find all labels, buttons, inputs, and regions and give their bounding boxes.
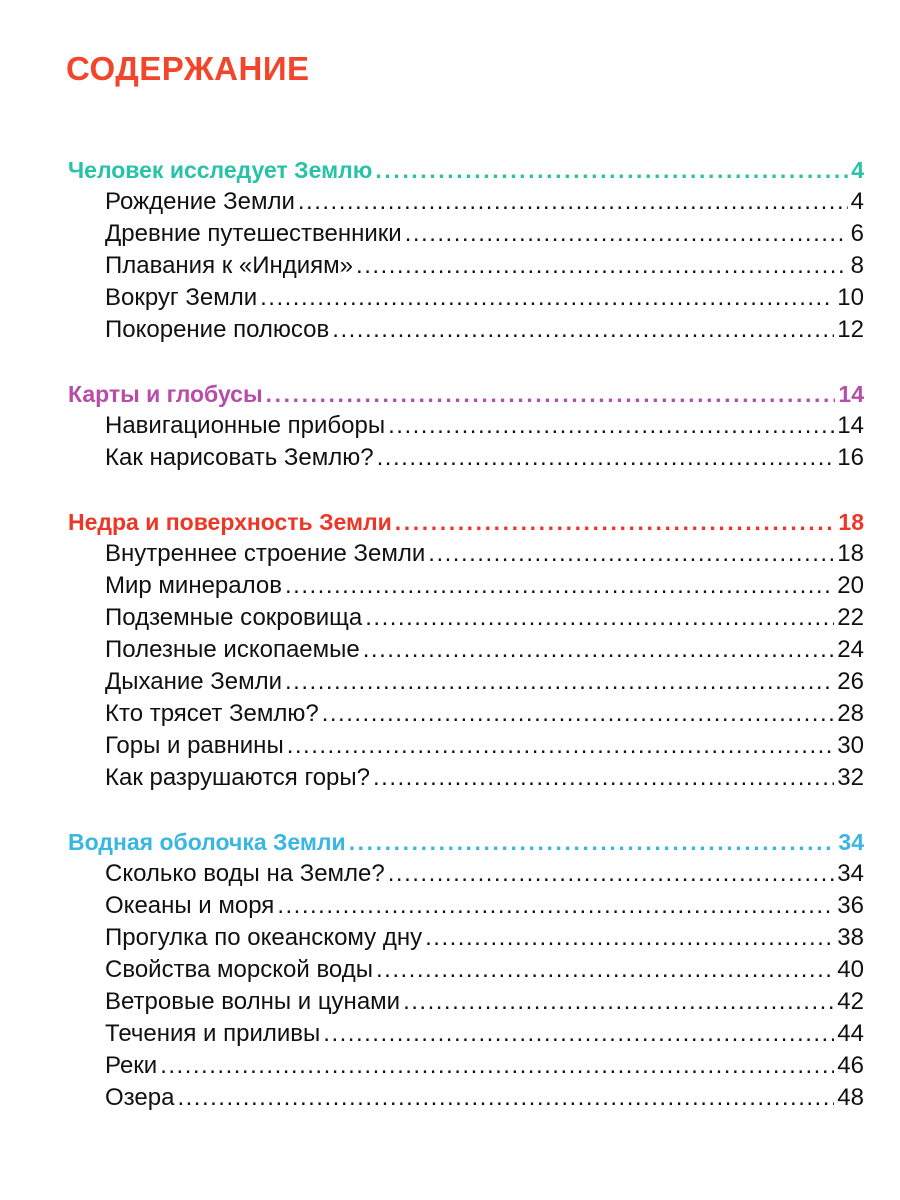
page-number: 38	[837, 924, 864, 951]
dot-leader	[375, 154, 848, 186]
page-number: 14	[838, 381, 864, 407]
dot-leader	[356, 250, 848, 282]
toc-entry-label: Внутреннее строение Земли	[105, 540, 426, 567]
table-of-contents	[68, 154, 864, 1146]
toc-entry-label: Как разрушаются горы?	[105, 764, 370, 791]
toc-entry[interactable]	[68, 218, 864, 250]
toc-entry-label: Вокруг Земли	[105, 284, 258, 311]
page-number: 10	[837, 284, 864, 311]
dot-leader	[277, 890, 834, 922]
toc-entry[interactable]	[68, 538, 864, 570]
toc-entry-label: Озера	[105, 1084, 175, 1111]
toc-entry[interactable]	[68, 858, 864, 890]
page-number: 6	[850, 220, 864, 247]
section-heading[interactable]	[68, 154, 864, 186]
page-number: 20	[837, 572, 864, 599]
dot-leader	[376, 954, 834, 986]
dot-leader	[287, 730, 835, 762]
page-number: 12	[837, 316, 864, 343]
dot-leader	[285, 570, 834, 602]
toc-entry-label: Полезные ископаемые	[105, 636, 360, 663]
toc-entry[interactable]	[68, 762, 864, 794]
toc-entry[interactable]	[68, 954, 864, 986]
section-heading[interactable]	[68, 506, 864, 538]
dot-leader	[403, 986, 834, 1018]
toc-entry[interactable]	[68, 410, 864, 442]
page-number: 14	[837, 412, 864, 439]
toc-entry-label: Дыхание Земли	[105, 668, 283, 695]
toc-section	[68, 378, 864, 474]
toc-entry[interactable]	[68, 730, 864, 762]
toc-entry[interactable]	[68, 890, 864, 922]
toc-entry-label: Древние путешественники	[105, 220, 402, 247]
dot-leader	[388, 410, 834, 442]
page-number: 24	[837, 636, 864, 663]
section-heading[interactable]	[68, 378, 864, 410]
toc-entry[interactable]	[68, 186, 864, 218]
dot-leader	[266, 378, 836, 410]
dot-leader	[388, 858, 835, 890]
toc-entry[interactable]	[68, 666, 864, 698]
toc-entry-label: Океаны и моря	[105, 892, 275, 919]
page-number: 4	[851, 157, 864, 183]
page-number: 16	[837, 444, 864, 471]
toc-entry[interactable]	[68, 698, 864, 730]
toc-entry[interactable]	[68, 250, 864, 282]
page-number: 34	[837, 860, 864, 887]
dot-leader	[349, 826, 836, 858]
toc-entry[interactable]	[68, 986, 864, 1018]
page-number: 28	[837, 700, 864, 727]
dot-leader	[395, 506, 836, 538]
toc-entry-label: Подземные сокровища	[105, 604, 363, 631]
page-number: 4	[850, 188, 864, 215]
page-number: 48	[837, 1084, 864, 1111]
dot-leader	[405, 218, 848, 250]
toc-entry[interactable]	[68, 602, 864, 634]
toc-section	[68, 154, 864, 346]
page-number: 42	[837, 988, 864, 1015]
page-number: 30	[837, 732, 864, 759]
toc-entry[interactable]	[68, 442, 864, 474]
dot-leader	[332, 314, 834, 346]
toc-entry[interactable]	[68, 1082, 864, 1114]
page-number: 26	[837, 668, 864, 695]
page-number: 40	[837, 956, 864, 983]
toc-entry[interactable]	[68, 570, 864, 602]
toc-entry-label: Течения и приливы	[105, 1020, 321, 1047]
toc-entry-label: Мир минералов	[105, 572, 282, 599]
toc-section	[68, 506, 864, 794]
dot-leader	[428, 538, 834, 570]
toc-entry[interactable]	[68, 282, 864, 314]
toc-entry-label: Свойства морской воды	[105, 956, 373, 983]
toc-section	[68, 826, 864, 1114]
toc-entry-label: Прогулка по океанскому дну	[105, 924, 423, 951]
page-number: 18	[838, 509, 864, 535]
dot-leader	[322, 698, 835, 730]
page-number: 44	[837, 1020, 864, 1047]
dot-leader	[298, 186, 848, 218]
toc-entry[interactable]	[68, 634, 864, 666]
toc-entry-label: Ветровые волны и цунами	[105, 988, 401, 1015]
page-number: 46	[837, 1052, 864, 1079]
section-heading[interactable]	[68, 826, 864, 858]
dot-leader	[160, 1050, 834, 1082]
toc-entry-label: Рождение Земли	[105, 188, 295, 215]
toc-entry-label: Плавания к «Индиям»	[105, 252, 354, 279]
toc-entry-label: Как нарисовать Землю?	[105, 444, 374, 471]
toc-entry[interactable]	[68, 1018, 864, 1050]
toc-entry-label: Кто трясет Землю?	[105, 700, 319, 727]
page-number: 32	[837, 764, 864, 791]
toc-entry[interactable]	[68, 314, 864, 346]
page-number: 34	[838, 829, 864, 855]
page-number: 36	[837, 892, 864, 919]
dot-leader	[373, 762, 834, 794]
toc-entry-label: Навигационные приборы	[105, 412, 386, 439]
dot-leader	[260, 282, 834, 314]
dot-leader	[323, 1018, 834, 1050]
dot-leader	[363, 634, 835, 666]
dot-leader	[425, 922, 834, 954]
dot-leader	[285, 666, 834, 698]
page-number: 22	[837, 604, 864, 631]
page-number: 18	[837, 540, 864, 567]
page-number: 8	[850, 252, 864, 279]
toc-entry-label: Горы и равнины	[105, 732, 284, 759]
dot-leader	[177, 1082, 834, 1114]
toc-entry-label: Покорение полюсов	[105, 316, 330, 343]
dot-leader	[365, 602, 834, 634]
toc-entry[interactable]	[68, 922, 864, 954]
section-heading-label: Недра и поверхность Земли	[68, 509, 392, 535]
toc-entry-label: Реки	[105, 1052, 158, 1079]
section-heading-label: Водная оболочка Земли	[68, 829, 346, 855]
section-heading-label: Человек исследует Землю	[68, 157, 373, 183]
toc-entry[interactable]	[68, 1050, 864, 1082]
toc-entry-label: Сколько воды на Земле?	[105, 860, 385, 887]
page-title: СОДЕРЖАНИЕ	[66, 50, 310, 87]
section-heading-label: Карты и глобусы	[68, 381, 263, 407]
dot-leader	[377, 442, 835, 474]
